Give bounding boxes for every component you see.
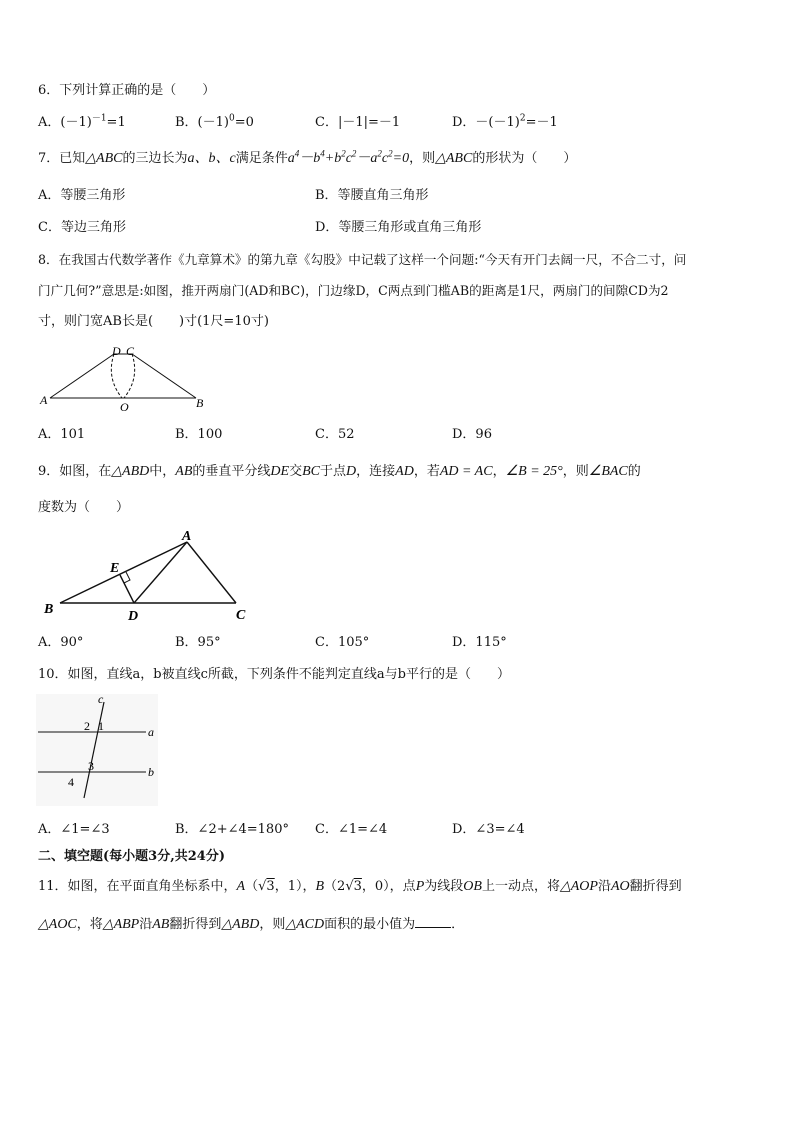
- q7-option-a: A．等腰三角形: [38, 188, 126, 203]
- q9-segment-ad: [134, 542, 187, 603]
- q8-line2: 门广几何?”意思是:如图，推开两扇门(AD和BC)，门边缘D，C两点到门槛AB的距离是1尺，两扇门的间隙CD为2: [38, 283, 669, 298]
- q10-stem: 10．如图，直线a，b被直线c所截，下列条件不能判定直线a与b平行的是（ ）: [38, 667, 510, 682]
- q10-option-c: C．∠1=∠4: [315, 822, 388, 837]
- q10-angle-4: 4: [68, 775, 74, 789]
- q8-arc-left: [111, 354, 122, 398]
- q6-option-a: A．$(-1)^{-1}=1$: [38, 113, 126, 130]
- q6-option-c: C．|－1|=－1: [315, 115, 401, 130]
- q9-label-b: B: [44, 602, 54, 617]
- q9-side-ac: [187, 542, 236, 603]
- sqrt-icon: √: [345, 879, 354, 894]
- section-fill-in-heading: 二、填空题(每小题3分,共24分): [38, 849, 225, 864]
- q9-label-a: A: [182, 529, 192, 544]
- q8-option-b: B．100: [175, 427, 223, 442]
- q9-line2: 度数为（ ）: [38, 500, 130, 515]
- q9-line1: 9．如图，在△ABD中，AB的垂直平分线DE交BC于点D，连接AD，若AD = AC，∠B = 25°，则∠BAC的: [38, 464, 641, 479]
- q8-door-ad: [50, 354, 114, 398]
- q8-option-d: D．96: [452, 427, 492, 442]
- q7-stem: 7．已知△ABC的三边长为a、b、c满足条件$a^4-b^4+b^2c^2-a^2c^2=0$，则△ABC的形状为（ ）: [38, 148, 577, 166]
- q10-option-d: D．∠3=∠4: [452, 822, 525, 837]
- q8-option-a: A．101: [38, 427, 86, 442]
- q10-label-b: b: [148, 765, 154, 779]
- q9-right-angle-mark: [124, 572, 130, 583]
- q8-option-c: C．52: [315, 427, 355, 442]
- q9-side-ba: [60, 542, 187, 603]
- q7-option-d: D．等腰三角形或直角三角形: [315, 220, 482, 235]
- q7-option-b: B．等腰直角三角形: [315, 188, 429, 203]
- q10-option-a: A．∠1=∠3: [38, 822, 110, 837]
- q8-arc-right: [124, 354, 135, 398]
- q8-label-c: C: [126, 344, 135, 358]
- q6-option-d: D．$-(-1)^2=-1$: [452, 113, 558, 130]
- q8-label-d: D: [112, 344, 121, 358]
- q8-label-a: A: [40, 393, 48, 407]
- q11-line1: 11．如图，在平面直角坐标系中，A（√3，1），B（2√3，0），点P为线段OB上一动点，将△AOP沿AO翻折得到: [38, 879, 682, 894]
- q10-angle-3: 3: [88, 759, 94, 773]
- q9-option-b: B．95°: [175, 635, 221, 650]
- q9-option-a: A．90°: [38, 635, 84, 650]
- q7-option-c: C．等边三角形: [38, 220, 126, 235]
- q8-line3: 寸，则门宽AB长是( )寸(1尺=10寸): [38, 314, 269, 329]
- q9-triangle-figure: [40, 528, 255, 623]
- q8-label-b: B: [196, 396, 204, 410]
- q8-label-o: O: [120, 400, 129, 414]
- q7-equation: $a^4-b^4+b^2c^2-a^2c^2=0$: [287, 148, 410, 166]
- q6-option-b: B．$(-1)^0=0$: [175, 113, 254, 130]
- q10-angle-1: 1: [98, 719, 104, 733]
- sqrt-icon: √: [258, 879, 267, 894]
- q9-label-e: E: [110, 561, 120, 576]
- q8-line1: 8．在我国古代数学著作《九章算术》的第九章《勾股》中记载了这样一个问题:“今天有开门去阔一尺，不合二寸，问: [38, 252, 687, 267]
- q11-line2: △AOC，将△ABP沿AB翻折得到△ABD，则△ACD面积的最小值为 ．: [38, 917, 465, 932]
- q10-parallel-lines-figure: [36, 694, 161, 806]
- q8-door-figure: [36, 342, 216, 414]
- q10-label-c: c: [98, 692, 104, 706]
- q9-label-d: D: [128, 609, 139, 624]
- q9-option-d: D．115°: [452, 635, 507, 650]
- answer-blank[interactable]: [415, 915, 451, 928]
- q10-label-a: a: [148, 725, 154, 739]
- q9-option-c: C．105°: [315, 635, 370, 650]
- q9-label-c: C: [236, 608, 246, 623]
- q9-segment-de: [120, 575, 134, 603]
- q8-door-bc: [132, 354, 196, 398]
- q6-stem: 6．下列计算正确的是（ ）: [38, 83, 216, 98]
- q10-figure-background: [36, 694, 158, 806]
- q10-angle-2: 2: [84, 719, 90, 733]
- q10-option-b: B．∠2+∠4=180°: [175, 822, 289, 837]
